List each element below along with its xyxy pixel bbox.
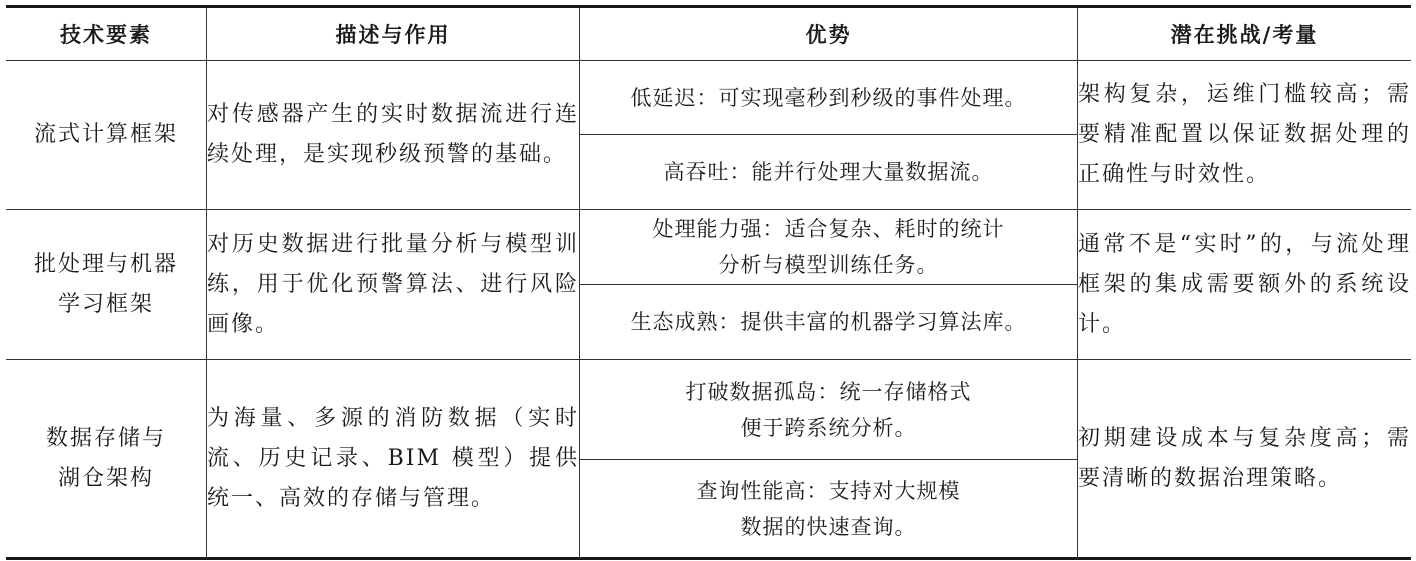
table-header-row (6, 7, 1411, 61)
challenge-cell (1078, 360, 1412, 559)
tech-element-text: 数据存储与 湖仓架构 (45, 425, 166, 491)
challenge-cell (1078, 61, 1412, 210)
header-tech-element: 技术要素 (6, 7, 207, 61)
table-row (6, 360, 1411, 460)
header-description: 描述与作用 (207, 7, 580, 61)
advantage-cell (580, 285, 1078, 360)
advantage-cell (580, 360, 1078, 460)
description-cell (207, 61, 580, 210)
tech-element-cell (6, 360, 207, 559)
challenge-text: 通常不是“实时”的，与流处理框架的集成需要额外的系统设计。 (1078, 231, 1411, 337)
tech-element-cell (6, 61, 207, 210)
tech-element-cell (6, 210, 207, 360)
advantage-cell (580, 460, 1078, 559)
advantage-text: 生态成熟：提供丰富的机器学习算法库。 (630, 310, 1027, 334)
advantage-cell (580, 61, 1078, 135)
header-advantages: 优势 (580, 7, 1078, 61)
header-challenges: 潜在挑战/考量 (1078, 7, 1412, 61)
advantage-cell (580, 135, 1078, 210)
description-text: 对历史数据进行批量分析与模型训练，用于优化预警算法、进行风险画像。 (207, 231, 579, 337)
challenge-cell (1078, 210, 1412, 360)
advantage-text: 处理能力强：适合复杂、耗时的统计 分析与模型训练任务。 (652, 217, 1005, 277)
tech-element-text: 流式计算框架 (33, 122, 178, 147)
challenge-text: 架构复杂，运维门槛较高；需要精准配置以保证数据处理的正确性与时效性。 (1078, 82, 1411, 187)
tech-element-text: 批处理与机器 学习框架 (33, 251, 178, 317)
advantage-text: 打破数据孤岛：统一存储格式 便于跨系统分析。 (685, 379, 972, 440)
description-text: 对传感器产生的实时数据流进行连续处理，是实现秒级预警的基础。 (207, 102, 579, 167)
table-row (6, 210, 1411, 285)
advantage-text: 低延迟：可实现毫秒到秒级的事件处理。 (630, 85, 1027, 110)
table-row (6, 61, 1411, 135)
tech-elements-table (6, 5, 1411, 560)
description-cell (207, 210, 580, 360)
advantage-text: 查询性能高：支持对大规模 数据的快速查询。 (696, 478, 961, 539)
description-text: 为海量、多源的消防数据（实时流、历史记录、BIM 模型）提供统一、高效的存储与管理。 (207, 405, 579, 511)
challenge-text: 初期建设成本与复杂度高；需要清晰的数据治理策略。 (1078, 425, 1411, 491)
advantage-cell (580, 210, 1078, 285)
advantage-text: 高吞吐：能并行处理大量数据流。 (663, 160, 994, 184)
description-cell (207, 360, 580, 559)
